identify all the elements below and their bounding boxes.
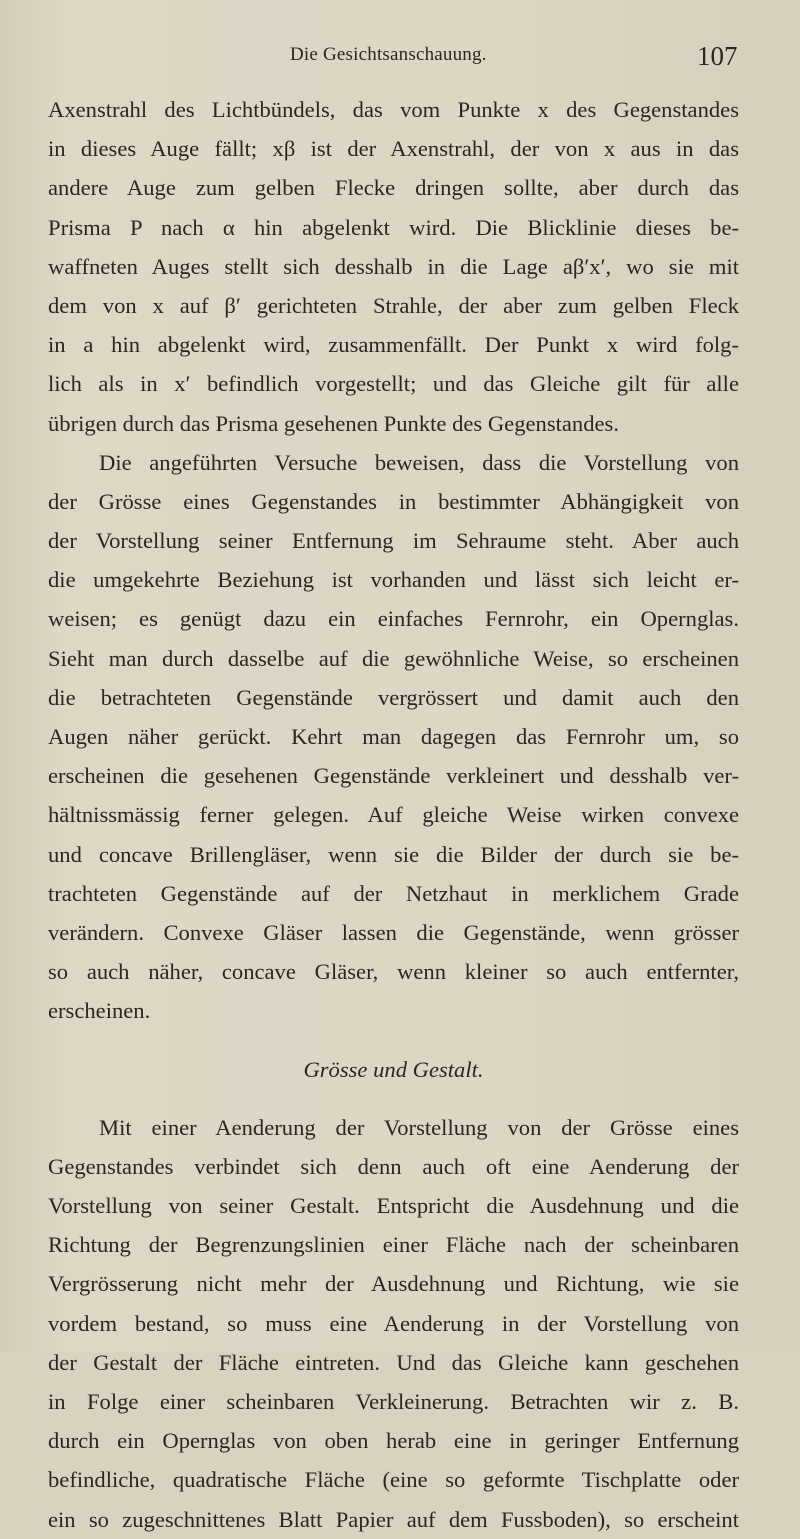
- text-line: weisen; es genügt dazu ein einfaches Fernrohr, ein Opernglas.: [48, 606, 739, 632]
- text-line: Vorstellung von seiner Gestalt. Entspricht die Ausdehnung und die: [48, 1193, 739, 1219]
- text-line: durch ein Opernglas von oben herab eine in geringer Entfernung: [48, 1428, 739, 1454]
- text-line: Mit einer Aenderung der Vorstellung von der Grösse eines: [99, 1114, 739, 1140]
- text-line: ein so zugeschnittenes Blatt Papier auf dem Fussboden), so erscheint: [48, 1506, 739, 1532]
- text-line: erscheinen.: [48, 998, 151, 1024]
- text-line: waffneten Auges stellt sich desshalb in die Lage aβ′x′, wo sie mit: [48, 253, 739, 279]
- page-number: 107: [697, 41, 738, 71]
- text-line: Axenstrahl des Lichtbündels, das vom Punkte x des Gegenstandes: [48, 97, 739, 122]
- text-line: befindliche, quadratische Fläche (eine so geformte Tischplatte oder: [48, 1467, 739, 1493]
- text-line: der Gestalt der Fläche eintreten. Und das Gleiche kann geschehen: [48, 1349, 739, 1375]
- text-line: in Folge einer scheinbaren Verkleinerung. Betrachten wir z. B.: [48, 1389, 739, 1414]
- text-line: der Vorstellung seiner Entfernung im Sehraume steht. Aber auch: [48, 528, 739, 554]
- text-line: Prisma P nach α hin abgelenkt wird. Die Blicklinie dieses be-: [48, 214, 739, 240]
- text-line: die betrachteten Gegenstände vergrössert und damit auch den: [48, 684, 739, 710]
- text-line: und concave Brillengläser, wenn sie die Bilder der durch sie be-: [48, 841, 739, 867]
- text-line: Gegenstandes verbindet sich denn auch oft eine Aenderung der: [48, 1153, 739, 1179]
- text-line: vordem bestand, so muss eine Aenderung in der Vorstellung von: [48, 1310, 739, 1336]
- text-line: hältnissmässig ferner gelegen. Auf gleiche Weise wirken convexe: [48, 802, 739, 828]
- text-line: der Grösse eines Gegenstandes in bestimmter Abhängigkeit von: [48, 488, 739, 514]
- text-line: so auch näher, concave Gläser, wenn kleiner so auch entfernter,: [48, 959, 739, 985]
- text-line: übrigen durch das Prisma gesehenen Punkte des Gegenstandes.: [48, 410, 619, 436]
- text-line: trachteten Gegenstände auf der Netzhaut in merklichem Grade: [48, 880, 739, 906]
- text-line: Vergrösserung nicht mehr der Ausdehnung und Richtung, wie sie: [48, 1271, 739, 1297]
- text-line: Augen näher gerückt. Kehrt man dagegen das Fernrohr um, so: [48, 724, 739, 749]
- text-line: in a hin abgelenkt wird, zusammenfällt. Der Punkt x wird folg-: [48, 332, 739, 358]
- text-line: lich als in x′ befindlich vorgestellt; und das Gleiche gilt für alle: [48, 371, 739, 397]
- text-line: die umgekehrte Beziehung ist vorhanden und lässt sich leicht er-: [48, 567, 739, 593]
- text-line: Die angeführten Versuche beweisen, dass die Vorstellung von: [99, 449, 739, 475]
- section-heading: Grösse und Gestalt.: [303, 1056, 484, 1082]
- text-line: in dieses Auge fällt; xβ ist der Axenstrahl, der von x aus in das: [48, 136, 739, 162]
- body-text: [48, 90, 739, 1539]
- text-line: Richtung der Begrenzungslinien einer Fläche nach der scheinbaren: [48, 1232, 739, 1258]
- text-line: verändern. Convexe Gläser lassen die Gegenstände, wenn grösser: [48, 919, 739, 945]
- running-head: Die Gesichtsanschauung.: [290, 44, 487, 65]
- text-line: dem von x auf β′ gerichteten Strahle, der aber zum gelben Fleck: [48, 292, 739, 318]
- text-line: erscheinen die gesehenen Gegenstände verkleinert und desshalb ver-: [48, 763, 739, 789]
- text-line: Sieht man durch dasselbe auf die gewöhnliche Weise, so erscheinen: [48, 645, 739, 671]
- text-line: andere Auge zum gelben Flecke dringen sollte, aber durch das: [48, 175, 739, 201]
